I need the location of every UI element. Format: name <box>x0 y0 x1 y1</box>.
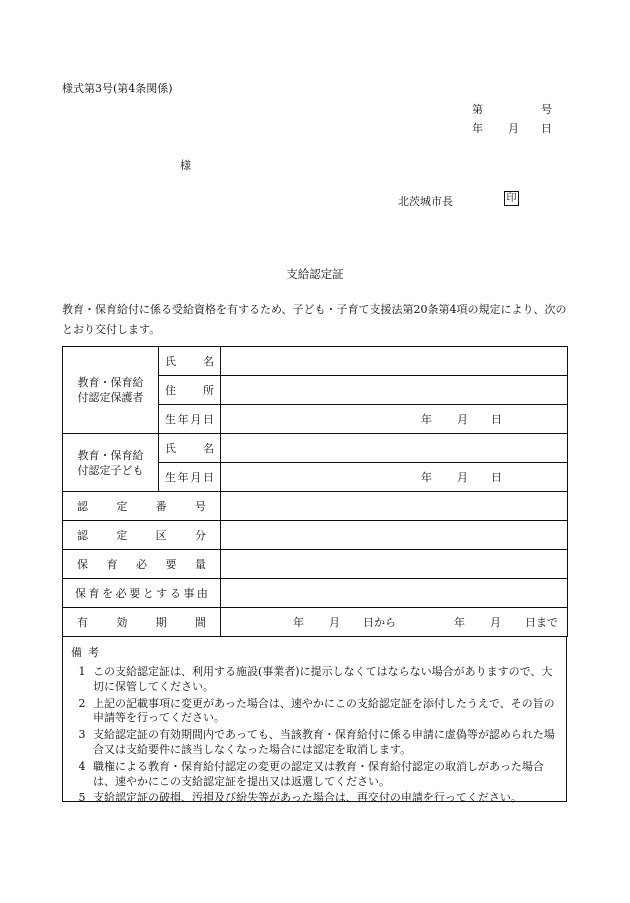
note-number: 3 <box>78 728 86 742</box>
care-amount-text: 保 育 必 要 量 <box>77 558 206 571</box>
document-title: 支給認定証 <box>286 267 344 281</box>
certification-number-value[interactable] <box>221 492 568 521</box>
validity-period-value[interactable] <box>221 608 568 637</box>
guardian-group-label: 教育・保育給付認定保護者 <box>63 347 159 434</box>
care-reason-text: 保 育 を 必 要 と す る 事 由 <box>75 587 208 600</box>
form-number: 様式第3号(第4条関係) <box>62 82 173 95</box>
note-text: 支給認定証の破損、汚損及び紛失等があった場合は、再交付の申請を行ってください。 <box>93 791 522 805</box>
note-number: 1 <box>78 665 86 678</box>
issue-date-day: 日 <box>541 122 552 135</box>
care-amount-value[interactable] <box>221 550 568 579</box>
issue-date-month: 月 <box>508 122 519 135</box>
guardian-birthdate-label <box>159 405 221 434</box>
guardian-name-label <box>159 347 221 376</box>
child-birthdate-value[interactable] <box>221 463 568 492</box>
note-item <box>71 728 558 758</box>
note-number: 4 <box>78 759 86 773</box>
child-name-label <box>159 434 221 463</box>
validity-day-to: 日まで <box>525 616 558 629</box>
validity-month-to: 月 <box>490 616 501 629</box>
notes-heading: 備考 <box>71 646 105 659</box>
guardian-birth-day: 日 <box>491 413 502 426</box>
seal-mark: 印 <box>504 191 519 206</box>
child-birth-month: 月 <box>457 471 468 484</box>
intro-text: 教育・保育給付に係る受給資格を有するため、子ども・子育て支援法第20条第4項の規定により、次のとおり交付します。 <box>62 303 567 336</box>
guardian-name-value[interactable] <box>221 347 568 376</box>
care-reason-value[interactable] <box>221 579 568 608</box>
validity-period-text: 有 効 期 間 <box>77 616 206 629</box>
issuer-name: 北茨城市長 <box>398 195 453 208</box>
validity-year-to: 年 <box>454 616 465 629</box>
note-item <box>71 791 558 806</box>
child-group-label: 教育・保育給付認定子ども <box>63 434 159 492</box>
addressee-suffix: 様 <box>180 159 191 172</box>
guardian-birth-year: 年 <box>421 413 432 426</box>
guardian-name-text: 氏 名 <box>165 355 214 368</box>
guardian-address-label <box>159 376 221 405</box>
child-birthdate-text: 生 年 月 日 <box>165 471 214 484</box>
care-reason-label <box>63 579 221 608</box>
child-name-value[interactable] <box>221 434 568 463</box>
certification-category-text: 認 定 区 分 <box>77 529 206 542</box>
guardian-birth-month: 月 <box>457 413 468 426</box>
note-item <box>71 665 558 695</box>
validity-day-from: 日から <box>363 616 396 629</box>
certification-category-value[interactable] <box>221 521 568 550</box>
note-text: 上記の記載事項に変更があった場合は、速やかにこの支給認定証を添付したうえで、その旨の申請等を行ってください。 <box>93 696 555 725</box>
guardian-birthdate-text: 生 年 月 日 <box>165 413 214 426</box>
certification-number-text: 認 定 番 号 <box>77 500 206 513</box>
certification-category-label <box>63 521 221 550</box>
validity-year-from: 年 <box>293 616 304 629</box>
certification-number-label <box>63 492 221 521</box>
issue-number-suffix: 号 <box>541 103 552 116</box>
child-birth-day: 日 <box>491 471 502 484</box>
guardian-address-text: 住 所 <box>165 384 214 397</box>
child-birth-year: 年 <box>421 471 432 484</box>
child-birthdate-label <box>159 463 221 492</box>
guardian-address-value[interactable] <box>221 376 568 405</box>
note-text: この支給認定証は、利用する施設(事業者)に提示しなくてはならない場合がありますので、大切に保管してください。 <box>93 665 553 693</box>
validity-period-label <box>63 608 221 637</box>
guardian-birthdate-value[interactable] <box>221 405 568 434</box>
note-text: 支給認定証の有効期間内であっても、当該教育・保育給付に係る申請に虚偽等が認められた場合又は支給要件に該当しなくなった場合には認定を取消します。 <box>93 728 555 756</box>
notes-section <box>62 636 567 805</box>
certificate-table <box>62 346 568 637</box>
note-text: 職権による教育・保育給付認定の変更の認定又は教育・保育給付認定の取消しがあった場合は、速やかにこの支給認定証を提出又は返還してください。 <box>93 759 544 788</box>
child-name-text: 氏 名 <box>165 442 214 455</box>
note-item <box>71 697 558 727</box>
issue-number-label: 第 <box>472 103 483 116</box>
issue-date-year: 年 <box>472 122 483 135</box>
note-number: 2 <box>78 696 86 710</box>
note-item <box>71 760 558 790</box>
note-number: 5 <box>78 791 86 805</box>
care-amount-label <box>63 550 221 579</box>
validity-month-from: 月 <box>329 616 340 629</box>
